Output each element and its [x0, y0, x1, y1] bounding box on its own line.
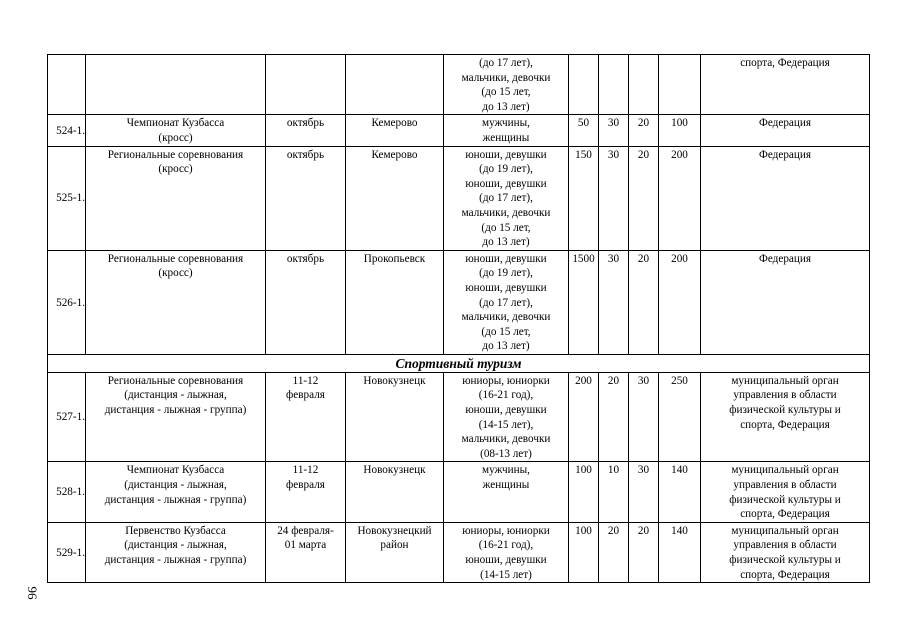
table-row [48, 522, 870, 582]
count-cell: 140 [659, 462, 701, 522]
participants-cell: юниоры, юниорки (16-21 год), юноши, девушки (14-15 лет), мальчики, девочки (08-13 лет) [444, 372, 569, 462]
count-cell: 30 [599, 146, 629, 250]
name-cell [86, 55, 266, 115]
place-cell: Новокузнецкий район [346, 522, 444, 582]
count-cell [659, 55, 701, 115]
participants-cell: (до 17 лет), мальчики, девочки (до 15 лет, до 13 лет) [444, 55, 569, 115]
name-cell: Региональные соревнования (кросс) [86, 250, 266, 354]
count-cell: 200 [659, 146, 701, 250]
place-cell: Новокузнецк [346, 462, 444, 522]
count-cell: 20 [629, 522, 659, 582]
count-cell: 10 [599, 462, 629, 522]
date-cell: 24 февраля- 01 марта [266, 522, 346, 582]
count-cell: 30 [629, 372, 659, 462]
count-cell: 20 [629, 146, 659, 250]
date-cell [266, 55, 346, 115]
participants-cell: юноши, девушки (до 19 лет), юноши, девушки (до 17 лет), мальчики, девочки (до 15 лет, до 13 лет) [444, 146, 569, 250]
participants-cell: мужчины, женщины [444, 462, 569, 522]
organizer-cell: спорта, Федерация [701, 55, 870, 115]
organizer-cell: Федерация [701, 250, 870, 354]
organizer-cell: муниципальный орган управления в области физической культуры и спорта, Федерация [701, 372, 870, 462]
date-cell: октябрь [266, 250, 346, 354]
table-row [48, 372, 870, 462]
organizer-cell: муниципальный орган управления в области физической культуры и спорта, Федерация [701, 462, 870, 522]
place-cell: Кемерово [346, 146, 444, 250]
place-cell: Кемерово [346, 115, 444, 146]
page-number: 96 [25, 586, 40, 600]
name-cell: Региональные соревнования (кросс) [86, 146, 266, 250]
count-cell: 100 [569, 522, 599, 582]
num-cell: 528-1. [48, 462, 86, 522]
num-cell: 527-1. [48, 372, 86, 462]
name-cell: Региональные соревнования (дистанция - лыжная, дистанция - лыжная - группа) [86, 372, 266, 462]
organizer-cell: Федерация [701, 146, 870, 250]
count-cell [599, 55, 629, 115]
organizer-cell: муниципальный орган управления в области физической культуры и спорта, Федерация [701, 522, 870, 582]
num-cell [48, 55, 86, 115]
count-cell: 200 [659, 250, 701, 354]
count-cell: 20 [629, 250, 659, 354]
events-table [47, 54, 870, 583]
name-cell: Чемпионат Кузбасса (кросс) [86, 115, 266, 146]
count-cell: 30 [599, 250, 629, 354]
count-cell: 150 [569, 146, 599, 250]
count-cell: 30 [599, 115, 629, 146]
count-cell [569, 55, 599, 115]
count-cell: 20 [599, 522, 629, 582]
participants-cell: мужчины, женщины [444, 115, 569, 146]
participants-cell: юниоры, юниорки (16-21 год), юноши, девушки (14-15 лет) [444, 522, 569, 582]
num-cell: 526-1. [48, 250, 86, 354]
count-cell: 200 [569, 372, 599, 462]
count-cell [629, 55, 659, 115]
name-cell: Чемпионат Кузбасса (дистанция - лыжная, дистанция - лыжная - группа) [86, 462, 266, 522]
num-cell: 524-1. [48, 115, 86, 146]
num-cell: 529-1. [48, 522, 86, 582]
table-row [48, 146, 870, 250]
count-cell: 100 [569, 462, 599, 522]
participants-cell: юноши, девушки (до 19 лет), юноши, девушки (до 17 лет), мальчики, девочки (до 15 лет, до 13 лет) [444, 250, 569, 354]
date-cell: 11-12 февраля [266, 462, 346, 522]
num-cell: 525-1. [48, 146, 86, 250]
place-cell: Новокузнецк [346, 372, 444, 462]
count-cell: 140 [659, 522, 701, 582]
table-row [48, 115, 870, 146]
place-cell: Прокопьевск [346, 250, 444, 354]
date-cell: 11-12 февраля [266, 372, 346, 462]
table-row [48, 250, 870, 354]
table-row [48, 55, 870, 115]
name-cell: Первенство Кузбасса (дистанция - лыжная, дистанция - лыжная - группа) [86, 522, 266, 582]
count-cell: 250 [659, 372, 701, 462]
organizer-cell: Федерация [701, 115, 870, 146]
count-cell: 50 [569, 115, 599, 146]
count-cell: 20 [599, 372, 629, 462]
section-title: Спортивный туризм [48, 354, 870, 372]
date-cell: октябрь [266, 115, 346, 146]
date-cell: октябрь [266, 146, 346, 250]
count-cell: 30 [629, 462, 659, 522]
count-cell: 100 [659, 115, 701, 146]
count-cell: 1500 [569, 250, 599, 354]
table-row [48, 462, 870, 522]
place-cell [346, 55, 444, 115]
section-row [48, 354, 870, 372]
count-cell: 20 [629, 115, 659, 146]
